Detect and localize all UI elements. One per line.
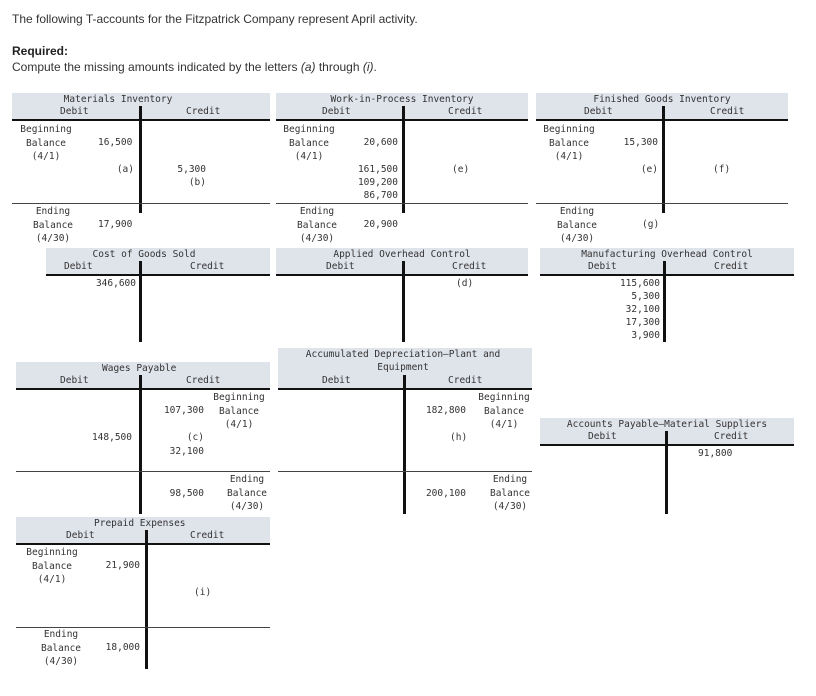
credit-entry: 91,800 (698, 448, 733, 459)
balance-text: Balance (288, 137, 330, 149)
beginning-label (276, 123, 342, 164)
t-account-accounts-payable (540, 418, 794, 514)
date-text: (4/30) (299, 233, 335, 244)
debit-entry: 32,100 (625, 304, 660, 315)
debit-label: Debit (322, 106, 351, 117)
instruction-letter-i: (i) (362, 60, 374, 74)
t-account-wages-payable (16, 362, 270, 514)
account-center-rule (139, 261, 142, 342)
debit-entry: (a) (116, 164, 134, 175)
beginning-text: Beginning (543, 124, 595, 135)
balance-text: Balance (483, 405, 525, 417)
required-heading: Required: (12, 44, 69, 58)
account-top-rule (16, 543, 270, 545)
t-account-manufacturing-overhead-control (540, 248, 794, 342)
ending-balance-rule (16, 471, 270, 472)
date-text: (4/1) (294, 151, 324, 162)
credit-entry: 5,300 (177, 164, 206, 175)
balance-text: Balance (25, 137, 67, 149)
balance-text: Balance (489, 487, 531, 499)
date-text: (4/1) (489, 419, 519, 430)
instruction-start: Compute the missing amounts indicated by the letters (12, 60, 301, 74)
ending-balance-rule (12, 203, 270, 204)
beginning-text: Beginning (26, 547, 78, 558)
date-text: (4/1) (31, 151, 61, 162)
account-center-rule (662, 106, 665, 213)
credit-label: Credit (190, 261, 225, 272)
date-text: (4/30) (43, 656, 79, 667)
debit-entry: 5,300 (631, 291, 660, 302)
credit-label: Credit (186, 375, 221, 386)
balance-text: Balance (548, 137, 590, 149)
account-title: Accounts Payable—Material Suppliers (566, 419, 768, 430)
debit-label: Debit (66, 530, 95, 541)
beginning-label (536, 123, 602, 164)
credit-label: Credit (452, 261, 487, 272)
account-title: Finished Goods Inventory (593, 94, 731, 105)
beginning-balance-value: 20,600 (363, 137, 398, 148)
account-title-continued: Equipment (377, 362, 429, 373)
ending-label (286, 205, 348, 246)
account-center-rule (665, 431, 668, 514)
t-account-accumulated-depreciation (278, 348, 532, 514)
beginning-balance-value: 182,800 (425, 405, 466, 416)
debit-entry: 109,200 (357, 177, 398, 188)
account-center-rule (139, 106, 142, 213)
intro-text: The following T-accounts for the Fitzpatrick Company represent April activity. (12, 12, 418, 26)
account-center-rule (139, 375, 142, 514)
credit-entry: (h) (450, 432, 468, 443)
ending-balance-value: 200,100 (425, 488, 466, 499)
date-text: (4/30) (35, 233, 71, 244)
beginning-label (12, 123, 80, 164)
beginning-label (16, 546, 88, 587)
debit-entry: 346,600 (95, 278, 136, 289)
t-account-materials-inventory (12, 93, 270, 244)
debit-entry: 148,500 (91, 432, 132, 443)
account-title: Prepaid Expenses (94, 518, 186, 529)
account-title: Manufacturing Overhead Control (581, 249, 753, 260)
credit-label: Credit (710, 106, 745, 117)
date-text: (4/1) (554, 151, 584, 162)
credit-label: Credit (190, 530, 225, 541)
account-title: Materials Inventory (63, 94, 173, 105)
debit-entry: 115,600 (619, 278, 660, 289)
balance-text: Balance (556, 219, 598, 231)
debit-entry: 17,300 (625, 317, 660, 328)
account-title: Wages Payable (102, 363, 177, 374)
t-account-prepaid-expenses (16, 517, 270, 669)
balance-text: Balance (226, 487, 268, 499)
date-text: (4/1) (37, 574, 67, 585)
t-account-work-in-process-inventory (276, 93, 528, 244)
credit-entry: (d) (456, 278, 474, 289)
ending-label (546, 205, 608, 246)
debit-label: Debit (588, 431, 617, 442)
date-text: (4/30) (229, 501, 265, 512)
debit-label: Debit (64, 261, 93, 272)
ending-label (30, 628, 92, 669)
ending-text: Ending (43, 629, 79, 640)
credit-label: Credit (186, 106, 221, 117)
debit-label: Debit (60, 106, 89, 117)
account-center-rule (402, 106, 405, 213)
t-account-finished-goods-inventory (536, 93, 788, 244)
instruction-mid: through (315, 60, 363, 74)
beginning-label (204, 391, 274, 432)
credit-label: Credit (448, 106, 483, 117)
credit-entry: (c) (186, 432, 204, 443)
debit-label: Debit (322, 375, 351, 386)
debit-entry: 3,900 (631, 330, 660, 341)
balance-text: Balance (218, 405, 260, 417)
account-center-rule (663, 261, 666, 342)
ending-text: Ending (299, 206, 335, 217)
t-account-applied-overhead-control (276, 248, 528, 342)
balance-text: Balance (296, 219, 338, 231)
beginning-text: Beginning (478, 392, 530, 403)
ending-balance-rule (276, 203, 528, 204)
beginning-text: Beginning (20, 124, 72, 135)
ending-label (12, 205, 94, 246)
credit-entry: 32,100 (169, 446, 204, 457)
credit-entry: (b) (188, 177, 206, 188)
credit-label: Credit (714, 261, 749, 272)
account-top-rule (16, 388, 270, 390)
debit-label: Debit (584, 106, 613, 117)
account-title: Applied Overhead Control (333, 249, 471, 260)
ending-text: Ending (229, 474, 265, 485)
beginning-text: Beginning (213, 392, 265, 403)
credit-label: Credit (714, 431, 749, 442)
ending-balance-value: 17,900 (98, 219, 133, 230)
account-top-rule (540, 274, 794, 276)
debit-entry: 86,700 (363, 190, 398, 201)
balance-text: Balance (40, 642, 82, 654)
credit-label: Credit (448, 375, 483, 386)
credit-entry: (e) (452, 164, 470, 175)
instruction-text (12, 60, 377, 74)
ending-balance-value: 18,000 (105, 642, 140, 653)
instruction-end: . (373, 60, 377, 74)
instruction-letter-a: (a) (300, 60, 316, 74)
debit-label: Debit (60, 375, 89, 386)
balance-text: Balance (31, 560, 73, 572)
debit-entry: (e) (640, 164, 658, 175)
debit-entry: 161,500 (357, 164, 398, 175)
ending-balance-rule (278, 471, 532, 472)
beginning-balance-value: 107,300 (163, 405, 204, 416)
date-text: (4/30) (559, 233, 595, 244)
beginning-balance-value: 21,900 (105, 560, 140, 571)
ending-text: Ending (492, 474, 528, 485)
ending-balance-value: (g) (642, 219, 660, 230)
debit-label: Debit (588, 261, 617, 272)
balance-text: Balance (32, 219, 74, 231)
account-title: Accumulated Depreciation—Plant and (305, 349, 501, 360)
account-center-rule (403, 375, 406, 514)
account-center-rule (145, 530, 148, 669)
ending-balance-value: 98,500 (169, 488, 204, 499)
date-text: (4/1) (224, 419, 254, 430)
account-center-rule (402, 261, 405, 342)
account-top-rule (46, 274, 270, 276)
ending-balance-value: 20,900 (363, 219, 398, 230)
beginning-text: Beginning (283, 124, 335, 135)
beginning-label (464, 391, 544, 432)
date-text: (4/30) (492, 501, 528, 512)
beginning-balance-value: 15,300 (623, 137, 658, 148)
account-title: Work-in-Process Inventory (330, 94, 474, 105)
ending-text: Ending (559, 206, 595, 217)
beginning-balance-value: 16,500 (98, 137, 133, 148)
account-title: Cost of Goods Sold (92, 249, 196, 260)
credit-entry: (i) (194, 587, 212, 598)
ending-text: Ending (35, 206, 71, 217)
debit-label: Debit (326, 261, 355, 272)
ending-balance-rule (536, 203, 788, 204)
t-account-cost-of-goods-sold (46, 248, 270, 342)
credit-entry: (f) (713, 164, 731, 175)
